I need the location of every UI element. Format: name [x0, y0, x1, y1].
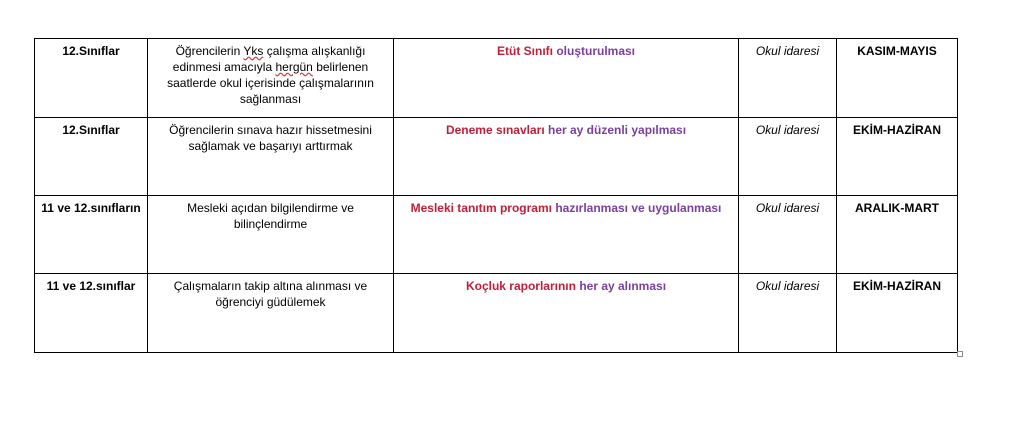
- time-cell[interactable]: EKİM-HAZİRAN: [837, 274, 958, 353]
- activity-cell[interactable]: [394, 118, 739, 196]
- time-cell[interactable]: ARALIK-MART: [837, 196, 958, 274]
- goal-cell[interactable]: Öğrencilerin sınava hazır hissetmesini sağlamak ve başarıyı arttırmak: [148, 118, 394, 196]
- spellcheck-word: Yks: [243, 44, 264, 58]
- goal-cell[interactable]: Mesleki açıdan bilgilendirme ve bilinçlendirme: [148, 196, 394, 274]
- goal-cell[interactable]: [148, 39, 394, 118]
- activity-red-text: Koçluk raporlarının: [465, 279, 576, 293]
- table-row: [35, 118, 958, 196]
- grade-cell[interactable]: 12.Sınıflar: [35, 39, 148, 118]
- grade-cell[interactable]: 12.Sınıflar: [35, 118, 148, 196]
- table-resize-handle[interactable]: [957, 351, 963, 357]
- table-row: [35, 39, 958, 118]
- responsible-cell[interactable]: Okul idaresi: [739, 118, 837, 196]
- activity-purple-text: oluşturulması: [552, 44, 635, 58]
- activity-purple-text: her ay alınması: [575, 279, 667, 293]
- activity-red-text: Etüt Sınıfı: [496, 44, 553, 58]
- activity-purple-text: hazırlanması ve uygulanması: [551, 201, 722, 215]
- activity-plan-table: [34, 38, 958, 353]
- activity-cell[interactable]: [394, 196, 739, 274]
- table-row: [35, 196, 958, 274]
- grade-cell[interactable]: 11 ve 12.sınıflar: [35, 274, 148, 353]
- goal-text: çalışma alışkanlığı edinmesi amacıyla: [172, 44, 366, 74]
- time-cell[interactable]: EKİM-HAZİRAN: [837, 118, 958, 196]
- activity-red-text: Mesleki tanıtım programı: [410, 201, 552, 215]
- time-cell[interactable]: KASIM-MAYIS: [837, 39, 958, 118]
- responsible-cell[interactable]: Okul idaresi: [739, 39, 837, 118]
- responsible-cell[interactable]: Okul idaresi: [739, 274, 837, 353]
- grade-cell[interactable]: 11 ve 12.sınıfların: [35, 196, 148, 274]
- goal-text: belirlenen saatlerde okul içerisinde çalışmalarının sağlanması: [167, 60, 374, 106]
- activity-cell[interactable]: [394, 39, 739, 118]
- table-row: [35, 274, 958, 353]
- responsible-cell[interactable]: Okul idaresi: [739, 196, 837, 274]
- spellcheck-word: hergün: [275, 60, 313, 74]
- activity-purple-text: her ay düzenli yapılması: [544, 123, 687, 137]
- activity-cell[interactable]: [394, 274, 739, 353]
- activity-red-text: Deneme sınavları: [445, 123, 545, 137]
- goal-text: Öğrencilerin: [175, 44, 244, 58]
- goal-cell[interactable]: Çalışmaların takip altına alınması ve öğrenciyi güdülemek: [148, 274, 394, 353]
